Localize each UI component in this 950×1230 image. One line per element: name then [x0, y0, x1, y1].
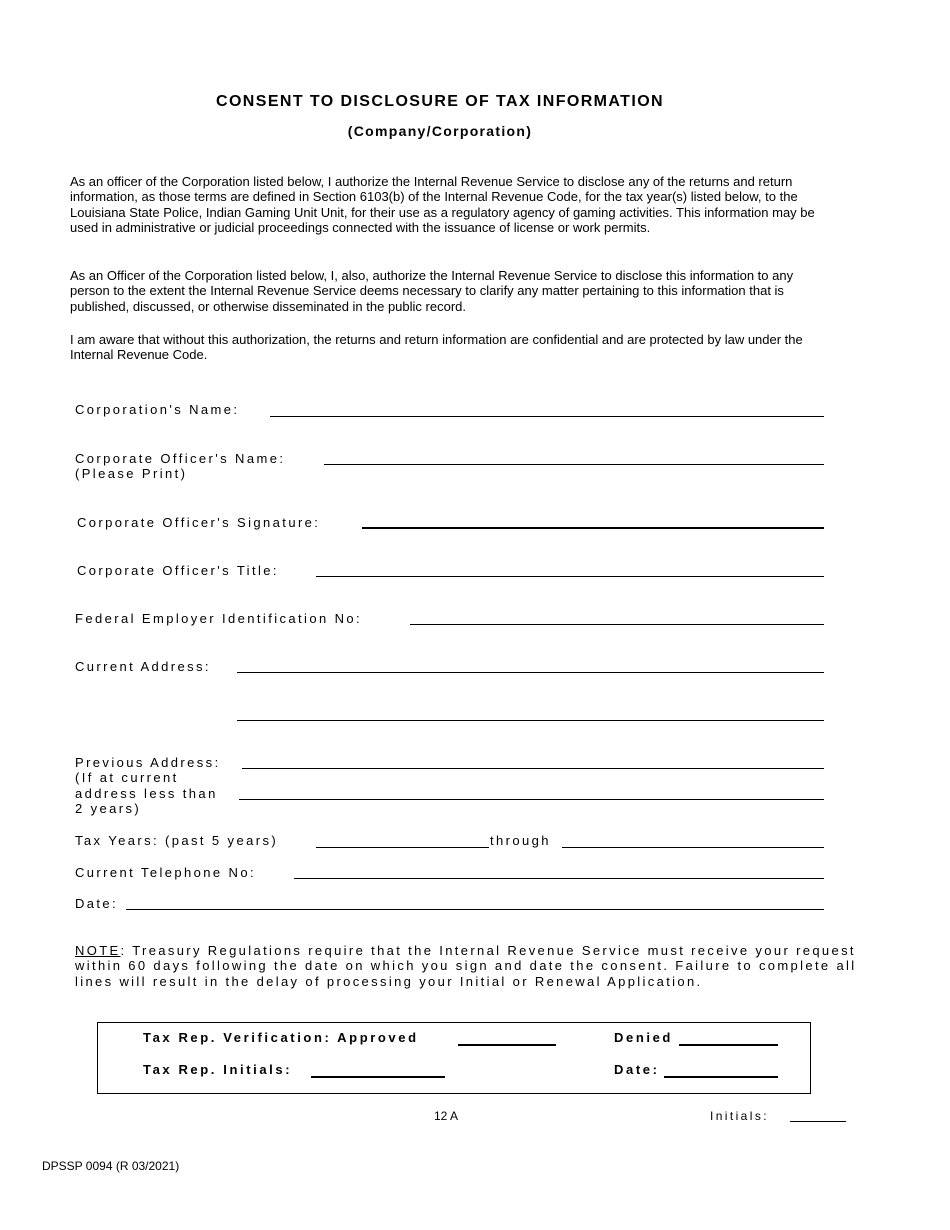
previous-address-label: Previous Address:	[75, 755, 221, 770]
authorization-paragraph: As an officer of the Corporation listed below, I authorize the Internal Revenue Service to disclose any of the returns and return information, as those terms are defined in Section 6103(b) of the Internal Revenue Code, for the tax year(s) listed below, to the Louisiana State Police, Indian Gaming Unit Unit, for their use as a regulatory agency of gaming activities. This information may be used in administrative or judicial proceedings connected with the issuance of license or work permits.	[70, 174, 815, 236]
current-address-label: Current Address:	[75, 659, 211, 674]
date-label: Date:	[75, 896, 119, 911]
denied-field[interactable]	[679, 1044, 778, 1046]
rep-date-label: Date:	[614, 1062, 660, 1077]
note-paragraph	[75, 943, 875, 989]
previous-address-hint-3: 2 years)	[75, 801, 142, 816]
telephone-label: Current Telephone No:	[75, 865, 256, 880]
note-text: : Treasury Regulations require that the Internal Revenue Service must receive your request within 60 days following the date on which you sign and date the consent. Failure to complete all lines will result in the delay of processing your Initial or Renewal Application.	[75, 943, 857, 989]
form-title: CONSENT TO DISCLOSURE OF TAX INFORMATION	[216, 93, 664, 110]
current-address-field-line-2[interactable]	[237, 720, 824, 721]
approved-field[interactable]	[458, 1044, 556, 1046]
tax-years-from-field[interactable]	[316, 847, 489, 848]
disclosure-paragraph: As an Officer of the Corporation listed below, I, also, authorize the Internal Revenue Service to disclose this information to any person to the extent the Internal Revenue Service deems necessary to clarify any matter pertaining to this information that is published, discussed, or otherwise disseminated in the public record.	[70, 268, 794, 314]
date-field[interactable]	[126, 909, 824, 910]
form-id: DPSSP 0094 (R 03/2021)	[42, 1159, 180, 1173]
rep-initials-label: Tax Rep. Initials:	[143, 1062, 293, 1077]
officer-signature-label: Corporate Officer's Signature:	[77, 515, 321, 530]
footer-initials-label: Initials:	[710, 1109, 769, 1123]
fein-field[interactable]	[410, 624, 824, 625]
officer-name-hint: (Please Print)	[75, 466, 188, 481]
current-address-field-line-1[interactable]	[237, 672, 824, 673]
through-label: through	[490, 833, 551, 848]
tax-years-to-field[interactable]	[562, 847, 824, 848]
telephone-field[interactable]	[294, 878, 824, 879]
form-subtitle: (Company/Corporation)	[347, 123, 533, 139]
officer-name-label: Corporate Officer's Name:	[75, 451, 286, 466]
previous-address-field-line-2[interactable]	[239, 799, 824, 800]
fein-label: Federal Employer Identification No:	[75, 611, 363, 626]
officer-title-label: Corporate Officer's Title:	[77, 563, 279, 578]
verification-label: Tax Rep. Verification: Approved	[143, 1030, 419, 1045]
note-prefix: NOTE	[75, 943, 121, 958]
page-number: 12 A	[434, 1109, 459, 1123]
tax-years-label: Tax Years: (past 5 years)	[75, 833, 279, 848]
previous-address-hint-2: address less than	[75, 786, 218, 801]
previous-address-field-line-1[interactable]	[242, 768, 824, 769]
officer-title-field[interactable]	[316, 576, 824, 577]
denied-label: Denied	[614, 1030, 673, 1045]
officer-signature-field[interactable]	[362, 527, 824, 529]
footer-initials-field[interactable]	[790, 1121, 846, 1122]
awareness-paragraph: I am aware that without this authorization, the returns and return information are confidential and are protected by law under the Internal Revenue Code.	[70, 332, 803, 363]
corporation-name-label: Corporation's Name:	[75, 402, 240, 417]
previous-address-hint-1: (If at current	[75, 770, 179, 785]
officer-name-field[interactable]	[324, 464, 824, 465]
rep-date-field[interactable]	[664, 1076, 778, 1078]
corporation-name-field[interactable]	[270, 416, 824, 417]
rep-initials-field[interactable]	[311, 1076, 445, 1078]
